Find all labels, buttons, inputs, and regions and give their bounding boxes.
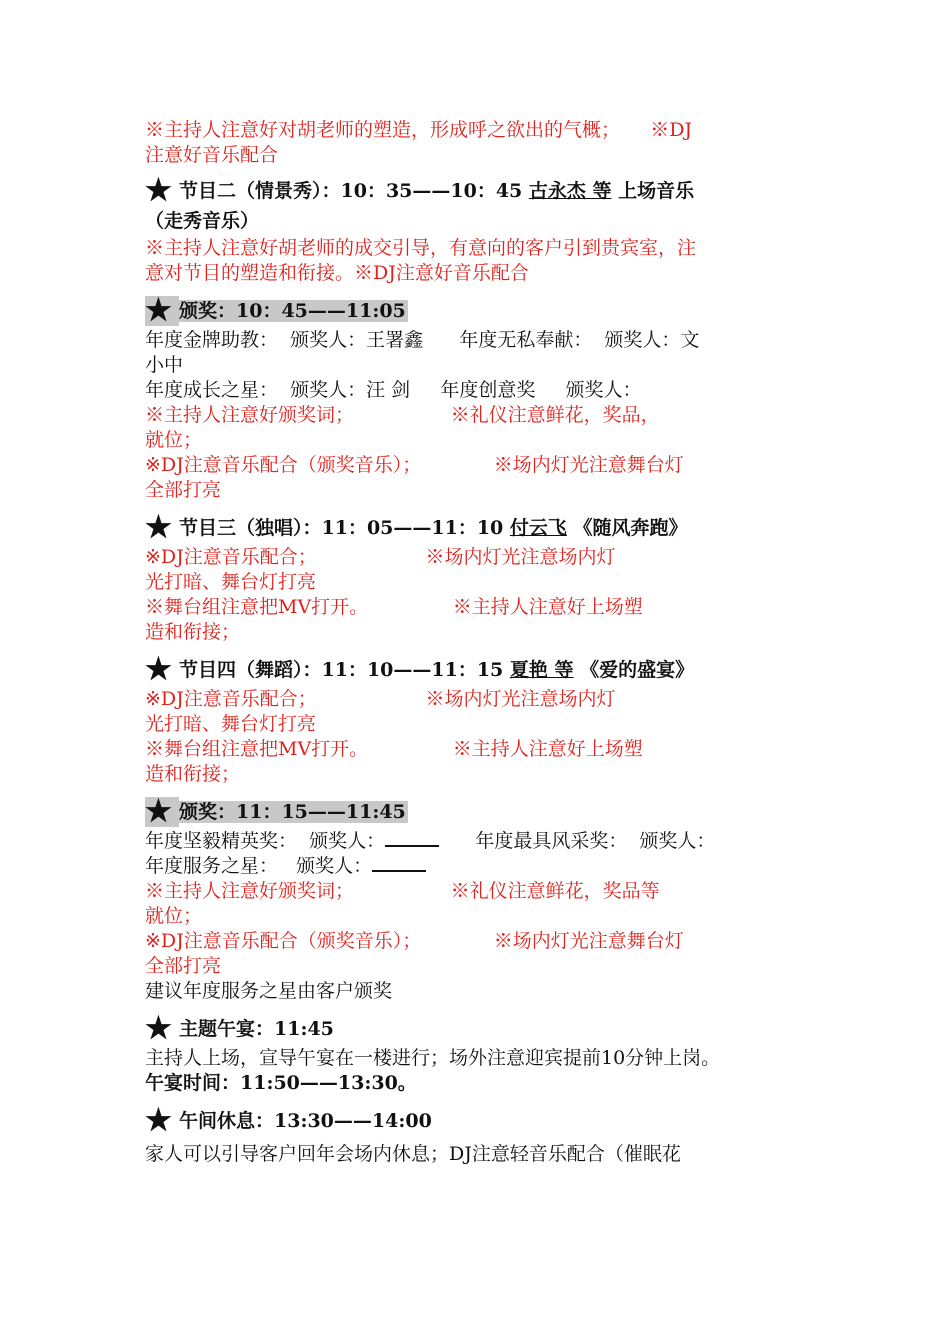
award-line: 年度金牌助教： 颁奖人：王署鑫 年度无私奉献： 颁奖人：文: [145, 329, 700, 351]
note-line: ※主持人注意好胡老师的成交引导，有意向的客户引到贵宾室，注: [145, 237, 697, 259]
lunch-time: 午宴时间：11:50——13:30。: [145, 1072, 417, 1094]
star-icon: ★: [145, 1103, 172, 1138]
note-line: ※舞台组注意把MV打开。 ※主持人注意好上场塑: [145, 738, 643, 760]
event-schedule: [145, 118, 810, 1167]
star-icon: ★: [145, 510, 172, 545]
performer-names: 付云飞: [509, 517, 567, 539]
note-line: 就位；: [145, 905, 203, 927]
award-line: 年度成长之星： 颁奖人：汪 剑 年度创意奖 颁奖人：: [145, 379, 642, 401]
presenter-blank: [385, 844, 439, 847]
performer-names: 古永杰 等: [528, 180, 612, 202]
note-line: ※DJ注意音乐配合（颁奖音乐）； ※场内灯光注意舞台灯: [145, 454, 684, 476]
award-line: 年度服务之星： 颁奖人：: [145, 854, 810, 879]
award-1-heading: ★ 颁奖：10：45——11:05: [145, 293, 406, 328]
star-icon: ★: [145, 797, 179, 827]
note-line: 意对节目的塑造和衔接。※DJ注意好音乐配合: [145, 262, 529, 284]
note-line: ※DJ注意音乐配合； ※场内灯光注意场内灯: [145, 546, 616, 568]
note-line: 造和衔接；: [145, 621, 241, 643]
note-line: 全部打亮: [145, 955, 222, 977]
note-line: ※主持人注意好颁奖词； ※礼仪注意鲜花，奖品等: [145, 880, 660, 902]
star-icon: ★: [145, 652, 172, 687]
note-line: 光打暗、舞台灯打亮: [145, 713, 317, 735]
award-line: 年度坚毅精英奖： 颁奖人： 年度最具风采奖： 颁奖人：: [145, 830, 716, 852]
lunch-line: 主持人上场，宣导午宴在一楼进行；场外注意迎宾提前10分钟上岗。: [145, 1047, 721, 1069]
note-line: ※DJ注意音乐配合； ※场内灯光注意场内灯: [145, 688, 616, 710]
lunch-heading: ★ 主题午宴：11:45: [145, 1011, 334, 1046]
program-3-heading: ★ 节目三（独唱）：11：05——11：10 付云飞 《随风奔跑》: [145, 510, 688, 545]
award-line: 小中: [145, 354, 184, 376]
note-line: ※DJ注意音乐配合（颁奖音乐）； ※场内灯光注意舞台灯: [145, 930, 684, 952]
note-line: 全部打亮: [145, 479, 222, 501]
note-line: 就位；: [145, 429, 203, 451]
star-icon: ★: [145, 173, 172, 208]
award-note: 建议年度服务之星由客户颁奖: [145, 980, 393, 1002]
performer-names: 夏艳 等: [509, 659, 574, 681]
note-line: 光打暗、舞台灯打亮: [145, 571, 317, 593]
award-2-heading: ★ 颁奖：11：15——11:45: [145, 794, 406, 829]
note-line: ※舞台组注意把MV打开。 ※主持人注意好上场塑: [145, 596, 643, 618]
note-line: ※主持人注意好对胡老师的塑造，形成呼之欲出的气概； ※DJ: [145, 119, 693, 141]
rest-heading: ★ 午间休息：13:30——14:00: [145, 1103, 432, 1138]
note-line: 造和衔接；: [145, 763, 241, 785]
program-4-heading: ★ 节目四（舞蹈）：11：10——11：15 夏艳 等 《爱的盛宴》: [145, 652, 695, 687]
note-line: ※主持人注意好颁奖词； ※礼仪注意鲜花，奖品，: [145, 404, 660, 426]
star-icon: ★: [145, 296, 179, 326]
note-line: 注意好音乐配合: [145, 144, 279, 166]
star-icon: ★: [145, 1011, 172, 1046]
presenter-blank: [372, 869, 426, 872]
rest-line: 家人可以引导客户回年会场内休息；DJ注意轻音乐配合（催眠花: [145, 1143, 681, 1165]
program-2-heading: ★ 节目二（情景秀）：10：35——10：45 古永杰 等 上场音乐 （走秀音乐）: [145, 173, 695, 232]
